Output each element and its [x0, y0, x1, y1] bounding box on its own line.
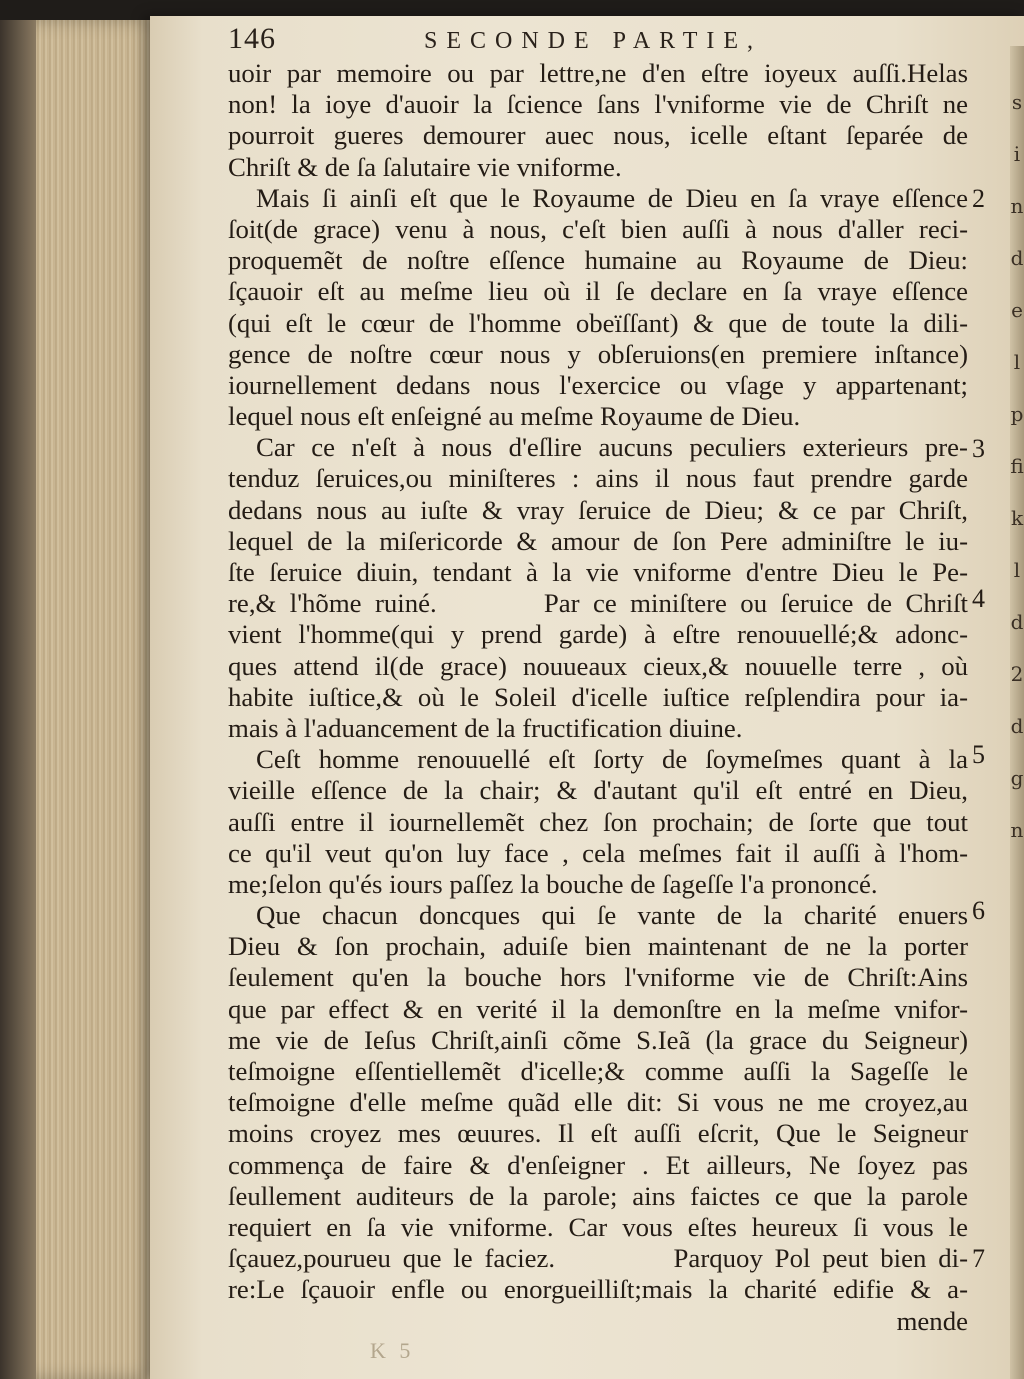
facing-fragment: g — [1010, 766, 1024, 790]
facing-fragment: n — [1010, 818, 1024, 842]
running-head — [228, 22, 788, 56]
text-line: Ceſt homme renouuellé eſt ſorty de ſoymeſmes quant à la — [256, 744, 968, 775]
facing-fragment: i — [1013, 142, 1021, 166]
text-line: ſçauoir eſt au meſme lieu où il ſe declare en ſa vraye eſſence — [228, 276, 968, 307]
text-line: moins croyez mes œuures. Il eſt auſſi eſcrit, Que le Seigneur — [228, 1118, 968, 1149]
text-line: vient l'homme(qui y prend garde) à eſtre renouuellé;& adonc- — [228, 619, 968, 650]
running-title: SECONDE PARTIE, — [424, 28, 763, 54]
book-fore-edge — [0, 20, 165, 1379]
margin-verse-number: 2 — [972, 184, 985, 213]
text-line: mais à l'aduancement de la fructification diuine. — [228, 712, 743, 743]
text-line: dedans nous au iuſte & vray ſeruice de Dieu; & ce par Chriſt, — [228, 494, 968, 525]
text-line: auſſi entre il iournellemẽt chez ſon prochain; de ſorte que tout — [228, 806, 968, 837]
text-line: uoir par memoire ou par lettre,ne d'en eſtre ioyeux auſſi.Helas — [228, 58, 968, 88]
facing-fragment: p — [1010, 402, 1024, 426]
text-line: ſte ſeruice diuin, tendant à la vie vniforme d'entre Dieu le Pe- — [228, 557, 968, 587]
margin-verse-number: 3 — [972, 434, 985, 463]
text-line: commença de faire & d'enſeigner . Et ailleurs, Ne ſoyez pas — [228, 1149, 968, 1180]
text-line: me;ſelon qu'és iours paſſez la bouche de ſageſſe l'a prononcé. — [228, 868, 878, 899]
text-line: ques attend il(de grace) nouueaux cieux,& nouuelle terre , où — [228, 650, 968, 681]
text-line: pourroit gueres demourer auec nous, icelle eſtant ſeparée de — [228, 120, 968, 151]
margin-verse-number: 5 — [972, 740, 985, 769]
signature-mark: K 5 — [370, 1338, 415, 1363]
text-line: Mais ſi ainſi eſt que le Royaume de Dieu en ſa vraye eſſence — [256, 182, 968, 213]
text-line: Dieu & ſon prochain, aduiſe bien maintenant de ne la porter — [228, 931, 968, 962]
facing-fragment: d — [1010, 610, 1024, 634]
catchword: mende — [896, 1305, 968, 1336]
facing-page-fragments — [1010, 76, 1024, 856]
facing-fragment: fi — [1010, 454, 1024, 478]
text-line: teſmoigne eſſentiellemẽt d'icelle;& comme auſſi la Sageſſe le — [228, 1056, 968, 1086]
facing-fragment: l — [1013, 350, 1021, 374]
text-line: ſçauez,pourueu que le faciez. Parquoy Pol peut bien di- — [228, 1243, 968, 1274]
body-text — [228, 58, 968, 1337]
text-line: habite iuſtice,& où le Soleil d'icelle iuſtice reſplendira pour ia- — [228, 681, 968, 712]
facing-fragment: d — [1010, 246, 1024, 270]
facing-fragment: k — [1010, 506, 1024, 530]
facing-fragment: s — [1011, 90, 1023, 114]
text-line: ſeulement qu'en la bouche hors l'vniforme vie de Chriſt:Ains — [228, 962, 968, 993]
text-line: me vie de Ieſus Chriſt,ainſi cõme S.Ieã (la grace du Seigneur) — [228, 1024, 968, 1055]
text-line: vieille eſſence de la chair; & d'autant qu'il eſt entré en Dieu, — [228, 775, 968, 806]
margin-verse-number: 7 — [972, 1244, 985, 1273]
text-line: lequel nous eſt enſeigné au meſme Royaume de Dieu. — [228, 401, 801, 432]
text-line: re,& l'hõme ruiné. Par ce miniſtere ou ſeruice de Chriſt — [228, 588, 968, 619]
page-number: 146 — [228, 22, 276, 55]
text-line: Chriſt & de ſa ſalutaire vie vniforme. — [228, 151, 622, 182]
margin-verse-number: 6 — [972, 896, 985, 925]
facing-fragment: n — [1010, 194, 1024, 218]
text-line: ſeullement auditeurs de la parole; ains faictes ce que la parole — [228, 1180, 968, 1211]
margin-verse-number: 4 — [972, 584, 985, 613]
facing-fragment: e — [1011, 298, 1023, 322]
text-line: tenduz ſeruices,ou miniſteres : ains il nous faut prendre garde — [228, 463, 968, 494]
text-line: ce qu'il veut qu'on luy face , cela meſmes fait il auſſi à l'hom- — [228, 837, 968, 868]
text-line: ſoit(de grace) venu à nous, c'eſt bien auſſi à nous d'aller reci- — [228, 213, 968, 244]
text-line: Car ce n'eſt à nous d'eſlire aucuns peculiers exterieurs pre- — [256, 432, 968, 463]
text-line: non! la ioye d'auoir la ſcience ſans l'vniforme vie de Chriſt ne — [228, 89, 968, 120]
facing-fragment: d — [1010, 714, 1024, 738]
text-line: re:Le ſçauoir enfle ou enorgueilliſt;mais la charité edifie & a- — [228, 1274, 968, 1305]
text-line: gence de noſtre cœur nous y obſeruions(en premiere inſtance) — [228, 338, 968, 369]
text-line: lequel de la miſericorde & amour de ſon Pere adminiſtre le iu- — [228, 525, 968, 556]
text-line: que par effect & en verité il la demonſtre en la meſme vnifor- — [228, 993, 968, 1024]
text-line: proquemẽt de noſtre eſſence humaine au Royaume de Dieu: — [228, 245, 968, 276]
text-line: requiert en ſa vie vniforme. Car vous eſtes heureux ſi vous le — [228, 1211, 968, 1242]
text-line: teſmoigne d'elle meſme quãd elle dit: Si vous ne me croyez,au — [228, 1087, 968, 1118]
facing-fragment: l — [1013, 558, 1021, 582]
text-line: iournellement dedans nous l'exercice ou vſage y appartenant; — [228, 369, 968, 400]
text-line: (qui eſt le cœur de l'homme obeïſſant) & que de toute la dili- — [228, 307, 968, 338]
text-line: Que chacun doncques qui ſe vante de la charité enuers — [256, 900, 968, 931]
facing-fragment: 2 — [1010, 662, 1024, 686]
